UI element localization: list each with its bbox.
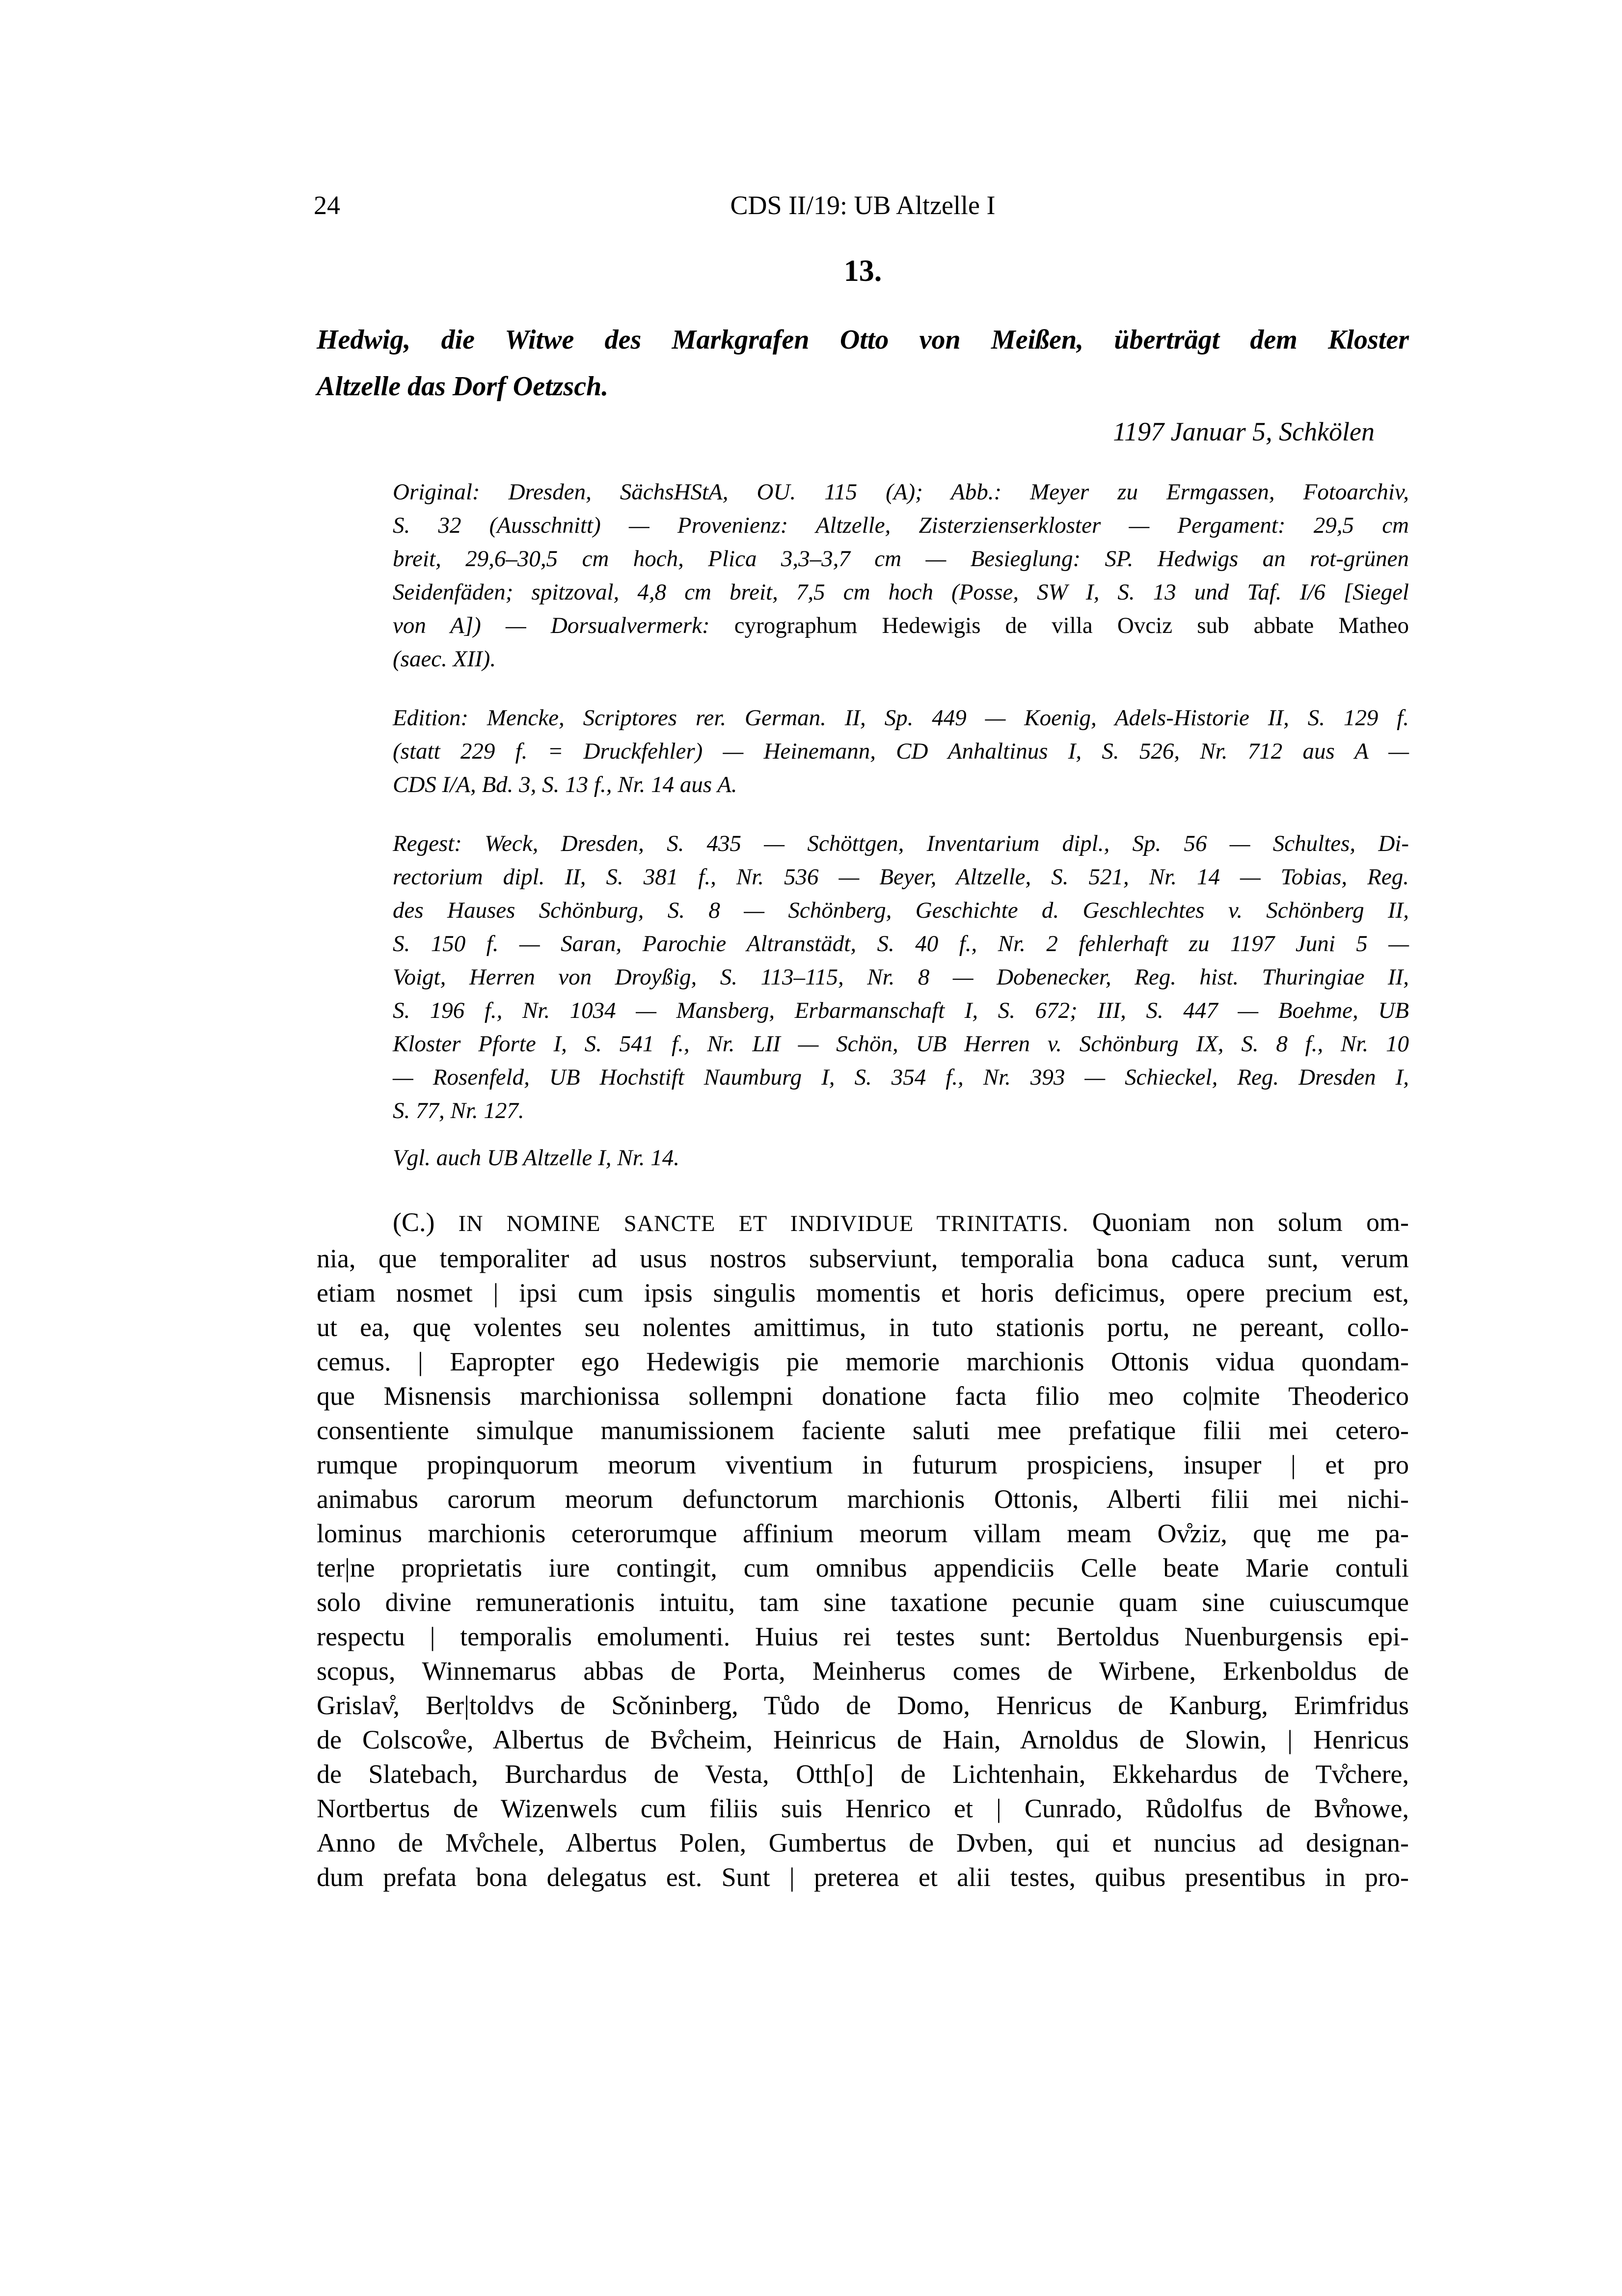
text-segment: (C.) [393, 1207, 459, 1237]
text-line: Altzelle das Dorf Oetzsch. [317, 371, 609, 402]
text-line: Anno de Mv̊chele, Albertus Polen, Gumbertus de Dvben, qui et nuncius ad designan- [317, 1828, 1409, 1858]
text-block [314, 189, 1409, 1894]
page-number: 24 [314, 191, 340, 220]
entry-number: 13. [843, 254, 882, 288]
text-line: — Rosenfeld, UB Hochstift Naumburg I, S. 354 f., Nr. 393 — Schieckel, Reg. Dresden I, [393, 1065, 1409, 1090]
text-line: de Colscoẘe, Albertus de Bv̊cheim, Heinricus de Hain, Arnoldus de Slowin, | Henricus [317, 1725, 1409, 1754]
text-line: S. 77, Nr. 127. [393, 1098, 524, 1123]
entry-dateline: 1197 Januar 5, Schkölen [1113, 417, 1375, 446]
text-line: cemus. | Eapropter ego Hedewigis pie memorie marchionis Ottonis vidua quondam- [317, 1347, 1409, 1376]
text-line: respectu | temporalis emolumenti. Huius rei testes sunt: Bertoldus Nuenburgensis epi- [317, 1622, 1409, 1651]
text-line: rumque propinquorum meorum viventium in futurum prospiciens, insuper | et pro [317, 1450, 1409, 1479]
text-line: lominus marchionis ceterorumque affinium meorum villam meam Ov̊ziz, quę me pa- [317, 1519, 1409, 1548]
entry-headline [317, 317, 1409, 410]
apparatus-edition [393, 701, 1409, 801]
text-line: Kloster Pforte I, S. 541 f., Nr. LII — Schön, UB Herren v. Schönburg IX, S. 8 f., Nr. 10 [393, 1031, 1409, 1057]
text-line: dum prefata bona delegatus est. Sunt | preterea et alii testes, quibus presentibus in pro- [317, 1862, 1409, 1892]
text-line: ter|ne proprietatis iure contingit, cum omnibus appendiciis Celle beate Marie contuli [317, 1553, 1409, 1583]
apparatus-vgl [393, 1141, 1409, 1175]
text-line: nia, que temporaliter ad usus nostros subserviunt, temporalia bona caduca sunt, verum [317, 1244, 1409, 1273]
text-line: de Slatebach, Burchardus de Vesta, Otth[o] de Lichtenhain, Ekkehardus de Tv̊chere, [317, 1759, 1409, 1789]
text-line: Seidenfäden; spitzoval, 4,8 cm breit, 7,5 cm hoch (Posse, SW I, S. 13 und Taf. I/6 [Siegel [393, 579, 1409, 605]
text-segment: Quoniam non solum om- [1068, 1207, 1409, 1237]
text-line: Vgl. auch UB Altzelle I, Nr. 14. [393, 1145, 679, 1171]
text-line: etiam nosmet | ipsi cum ipsis singulis momentis et horis deficimus, opere precium est, [317, 1278, 1409, 1308]
text-line: Nortbertus de Wizenwels cum filiis suis Henrico et | Cunrado, Růdolfus de Bv̊nowe, [317, 1794, 1409, 1823]
text-segment: von A]) — Dorsualvermerk: [393, 613, 734, 638]
text-line: Grislav̊, Ber|toldvs de Scǒninberg, Tůdo de Domo, Henricus de Kanburg, Erimfridus [317, 1691, 1409, 1720]
text-line [317, 1205, 1409, 1241]
text-line: des Hauses Schönburg, S. 8 — Schönberg, Geschichte d. Geschlechtes v. Schönberg II, [393, 898, 1409, 923]
charter-text [317, 1205, 1409, 1894]
apparatus-original [393, 475, 1409, 676]
text-line: solo divine remunerationis intuitu, tam sine taxatione pecunie quam sine cuiuscumque [317, 1587, 1409, 1617]
text-line: que Misnensis marchionissa sollempni donatione facta filio meo co|mite Theoderico [317, 1381, 1409, 1411]
text-line: Regest: Weck, Dresden, S. 435 — Schöttgen, Inventarium dipl., Sp. 56 — Schultes, Di- [393, 831, 1409, 856]
text-line: Hedwig, die Witwe des Markgrafen Otto von Meißen, überträgt dem Kloster [317, 325, 1409, 355]
text-line: animabus carorum meorum defunctorum marchionis Ottonis, Alberti filii mei nichi- [317, 1484, 1409, 1514]
running-title: CDS II/19: UB Altzelle I [730, 191, 996, 220]
text-line: breit, 29,6–30,5 cm hoch, Plica 3,3–3,7 cm — Besieglung: SP. Hedwigs an rot-grünen [393, 546, 1409, 572]
text-line: consentiente simulque manumissionem faciente saluti mee prefatique filii mei cetero- [317, 1416, 1409, 1445]
text-line: Voigt, Herren von Droyßig, S. 113–115, Nr. 8 — Dobenecker, Reg. hist. Thuringiae II, [393, 964, 1409, 990]
invocatio-smallcaps: IN NOMINE SANCTE ET INDIVIDUE TRINITATIS. [458, 1211, 1069, 1236]
text-segment: cyrographum Hedewigis de villa Ovciz sub abbate Matheo [734, 613, 1409, 638]
text-line: scopus, Winnemarus abbas de Porta, Meinherus comes de Wirbene, Erkenboldus de [317, 1656, 1409, 1686]
text-line: S. 150 f. — Saran, Parochie Altranstädt, S. 40 f., Nr. 2 fehlerhaft zu 1197 Juni 5 — [393, 931, 1409, 957]
text-line: ut ea, quę volentes seu nolentes amittimus, in tuto stationis portu, ne pereant, collo- [317, 1312, 1409, 1342]
running-head [314, 189, 1409, 223]
text-line: Original: Dresden, SächsHStA, OU. 115 (A); Abb.: Meyer zu Ermgassen, Fotoarchiv, [393, 479, 1409, 505]
text-line: S. 32 (Ausschnitt) — Provenienz: Altzelle, Zisterzienserkloster — Pergament: 29,5 cm [393, 513, 1409, 538]
text-line: CDS I/A, Bd. 3, S. 13 f., Nr. 14 aus A. [393, 772, 737, 797]
apparatus-regest [393, 827, 1409, 1127]
text-line: S. 196 f., Nr. 1034 — Mansberg, Erbarmanschaft I, S. 672; III, S. 447 — Boehme, UB [393, 998, 1409, 1023]
text-line: Edition: Mencke, Scriptores rer. German. II, Sp. 449 — Koenig, Adels-Historie II, S. 129 f. [393, 705, 1409, 731]
text-line [393, 609, 1409, 642]
text-line: (statt 229 f. = Druckfehler) — Heinemann, CD Anhaltinus I, S. 526, Nr. 712 aus A — [393, 738, 1409, 764]
text-line: (saec. XII). [393, 646, 496, 672]
text-line: rectorium dipl. II, S. 381 f., Nr. 536 — Beyer, Altzelle, S. 521, Nr. 14 — Tobias, Reg. [393, 864, 1409, 890]
